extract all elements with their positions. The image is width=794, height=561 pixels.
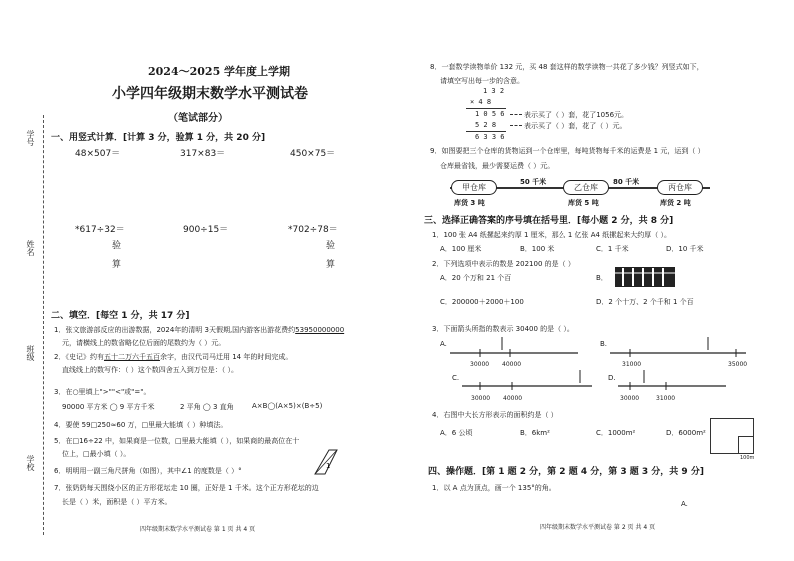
part2-q1-line1 — [54, 325, 344, 335]
q3-option-a-label: A. — [440, 340, 447, 348]
check-label-1a: 验 — [112, 241, 122, 251]
part2-q5-line1: 5．在□16÷22 中，如果商是一位数，□里最大能填（ ），如果商的最高位在十 — [54, 437, 300, 445]
part2-q3-item1: 90000 平方米 ◯ 9 平方千米 — [62, 403, 155, 411]
stock-jia: 库货 3 吨 — [454, 199, 485, 207]
footer-left: 四年级期末数学水平测试卷 第 1 页 共 4 页 — [140, 526, 256, 533]
part3-q1-option-d: D．10 千米 — [666, 245, 704, 253]
part4-heading: 四、操作题．[第 1 题 2 分，第 2 题 4 分，第 3 题 3 分，共 9 分] — [428, 467, 704, 477]
part1-q6: *702÷78＝ — [288, 225, 338, 235]
part-r-q9-line1: 9．如图要把三个仓库的货物运到一个仓库里，每吨货物每千米的运费是 1 元，运到（ ） — [430, 147, 705, 155]
calc-line-3: 1 0 5 6 — [475, 110, 505, 118]
part-r-q9-line2: 仓库最省钱，最少需要运费（ ）元。 — [440, 162, 555, 170]
calc-line-1: 1 3 2 — [483, 87, 505, 95]
footer-right: 四年级期末数学水平测试卷 第 2 页 共 4 页 — [540, 524, 656, 531]
triangle-ruler-figure — [311, 448, 341, 476]
q3-d-tick-2: 31000 — [656, 395, 676, 402]
q3-option-d-label: D. — [608, 374, 616, 382]
exam-section: （笔试部分） — [168, 113, 228, 124]
part3-q1-option-c: C．1 千米 — [596, 245, 629, 253]
part2-q4: 4．要使 59□250≈60 万，□里最大能填（ ）种填法。 — [54, 421, 228, 429]
part3-q1: 1．100 张 A4 纸摞起来约厚 1 厘米，那么 1 亿张 A4 纸摞起来大约厚（ ）。 — [432, 231, 671, 239]
angle-1-label: 1 — [326, 462, 331, 470]
part2-q6: 6．明明用一副三角尺拼角（如图），其中∠1 的度数是（ ）° — [54, 467, 242, 475]
part-r-q8-line1: 8．一套数学读物单价 132 元，买 48 套这样的数学读物一共花了多少钱？列竖式如下， — [430, 63, 704, 71]
warehouse-jia: 甲仓库 — [451, 180, 497, 195]
q3-b-tick-1: 31000 — [622, 361, 642, 368]
part2-q1-text: 1．张文旅游部反应的出游数据，2024年的清明 3天假期,国内游客出游花费约 — [54, 326, 296, 334]
part3-q2-option-a: A．20 个万和 21 个百 — [440, 274, 512, 282]
calc-line-5: 6 3 3 6 — [475, 133, 505, 141]
part2-heading: 二、填空．[每空 1 分，共 17 分] — [51, 311, 190, 321]
stock-bing: 库货 2 吨 — [660, 199, 691, 207]
area-figure-label: 100m — [740, 455, 755, 461]
exam-title: 小学四年级期末数学水平测试卷 — [112, 86, 308, 102]
check-label-2a: 验 — [326, 241, 336, 251]
point-a-label: A. — [681, 500, 688, 508]
binding-label-class: 班级 — [26, 345, 35, 361]
q3-option-b-label: B. — [600, 340, 608, 348]
check-label-1b: 算 — [112, 260, 122, 270]
calc-note-2: 表示买了（ ）套，花了（ ）元。 — [524, 122, 627, 130]
part1-q4: *617÷32＝ — [75, 225, 125, 235]
part3-q2: 2．下列选项中表示的数是 202100 的是（ ） — [432, 260, 575, 268]
distance-2: 80 千米 — [613, 178, 640, 186]
part2-q2-line1 — [54, 352, 292, 362]
binding-label-school: 学校 — [26, 455, 35, 471]
check-label-2b: 算 — [326, 260, 336, 270]
q3-d-tick-1: 30000 — [620, 395, 640, 402]
part1-q1: 48×507＝ — [75, 149, 121, 159]
calc-rule-1 — [466, 108, 506, 109]
part1-q2: 317×83＝ — [180, 149, 226, 159]
part3-q4-option-a: A．6 公顷 — [440, 429, 473, 437]
warehouse-yi: 乙仓库 — [563, 180, 609, 195]
abacus-figure — [614, 266, 676, 288]
calc-arrow-2 — [510, 125, 522, 126]
q3-b-tick-2: 35000 — [728, 361, 748, 368]
part3-q1-option-b: B．100 米 — [520, 245, 555, 253]
warehouse-bing: 丙仓库 — [657, 180, 703, 195]
part2-q3-item2: 2 平角 ◯ 3 直角 — [180, 403, 234, 411]
part2-q1-line2: 元，请横线上的数省略亿位后面的尾数约为（ ）元。 — [62, 339, 226, 347]
part2-q7-line1: 7．张奶奶每天围绕小区的正方形花坛走 10 圈，正好是 1 千米。这个正方形花坛的边 — [54, 484, 319, 492]
q3-a-tick-2: 40000 — [502, 361, 522, 368]
part3-q4-option-c: C．1000m² — [596, 429, 636, 437]
part2-q3-item3: A×B◯(A×5)×(B÷5) — [252, 402, 323, 410]
part3-q3: 3．下面箭头所指的数表示 30400 的是（ ）。 — [432, 325, 574, 333]
part2-q5-line2: 位上，□最小填（ ）。 — [62, 450, 131, 458]
part1-q5: 900÷15＝ — [183, 225, 229, 235]
stock-yi: 库货 5 吨 — [568, 199, 599, 207]
part2-q2-number: 五十二万六千五百 — [103, 353, 160, 361]
part2-q2-line2: 直线线上的数写作：（ ）这个数四舍五入到万位是：（ ）。 — [62, 366, 238, 374]
part2-q7-line2: 长是（ ）米，面积是（ ）平方米。 — [62, 498, 172, 506]
part3-q4: 4．右图中大长方形表示的面积约是（ ） — [432, 411, 558, 419]
part3-q4-option-b: B．6km² — [520, 429, 550, 437]
part2-q3: 3．在○里填上">""<"或"="。 — [54, 388, 151, 396]
part3-q1-option-a: A．100 厘米 — [440, 245, 482, 253]
part-r-q8-line2: 请填空写出每一步的含意。 — [440, 77, 524, 85]
binding-label-name: 姓名 — [26, 240, 35, 256]
area-figure-small — [738, 436, 754, 454]
calc-arrow-1 — [510, 114, 522, 115]
q3-option-c-label: C. — [452, 374, 460, 382]
calc-rule-2 — [466, 131, 506, 132]
part4-q1: 1．以 A 点为顶点，画一个 135°的角。 — [432, 484, 556, 492]
distance-1: 50 千米 — [520, 178, 547, 186]
part3-heading: 三、选择正确答案的序号填在括号里．[每小题 2 分，共 8 分] — [424, 216, 674, 226]
part3-q2-option-d: D．2 个十万、2 个千和 1 个百 — [596, 298, 694, 306]
part2-q1-number: 53950000000 — [295, 326, 345, 334]
q3-a-tick-1: 30000 — [470, 361, 490, 368]
exam-year: 2024～2025 学年度上学期 — [148, 65, 291, 78]
part2-q2-text-b: 余字，由汉代司马迁用 14 年的时间完成。 — [159, 353, 293, 361]
part3-q2-option-c: C．200000＋2000＋100 — [440, 298, 524, 306]
binding-label-student-id: 学号 — [26, 130, 35, 146]
part2-q2-text-a: 2．《史记》约有 — [54, 353, 104, 361]
part3-q4-option-d: D．6000m² — [666, 429, 706, 437]
q3-c-tick-1: 30000 — [471, 395, 491, 402]
part1-heading: 一、用竖式计算．[计算 3 分，验算 1 分，共 20 分] — [51, 133, 266, 143]
calc-line-4: 5 2 8 — [475, 121, 497, 129]
binding-line — [43, 115, 44, 535]
calc-line-2: × 4 8 — [470, 98, 492, 106]
calc-note-1: 表示买了（ ）套，花了1056元。 — [524, 111, 629, 119]
q3-c-tick-2: 40000 — [503, 395, 523, 402]
part3-q2-option-b: B． — [596, 274, 608, 282]
part1-q3: 450×75＝ — [290, 149, 336, 159]
